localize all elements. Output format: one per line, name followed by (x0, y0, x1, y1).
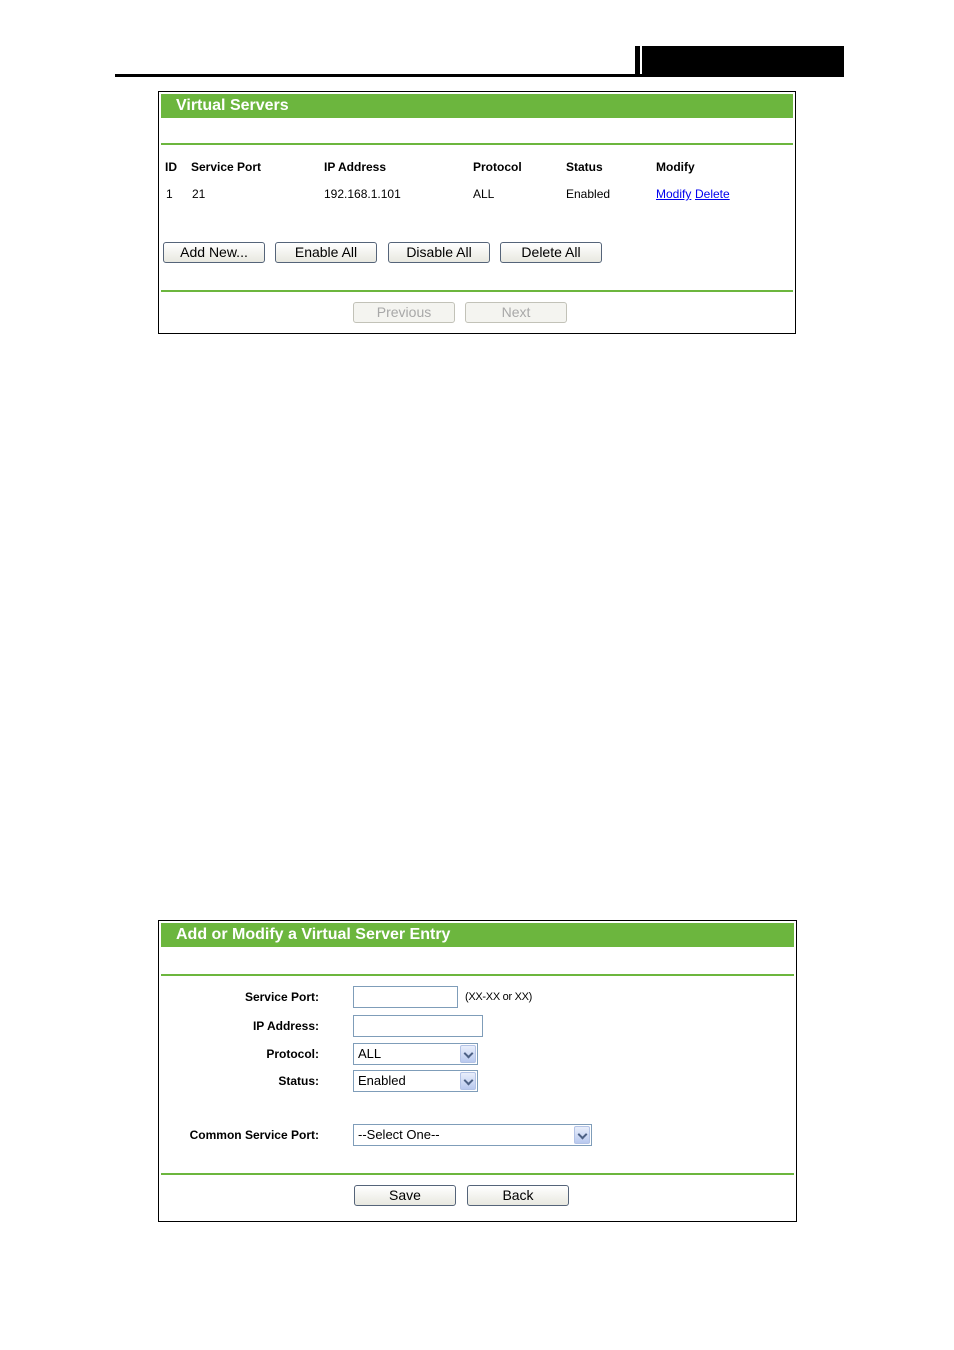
previous-button[interactable]: Previous (353, 302, 455, 323)
column-header-modify: Modify (656, 160, 695, 174)
common-service-port-selected-value: --Select One-- (358, 1127, 440, 1142)
column-header-ip-address: IP Address (324, 160, 387, 174)
common-service-port-label: Common Service Port: (189, 1128, 319, 1142)
row-protocol: ALL (473, 187, 495, 201)
protocol-selected-value: ALL (358, 1046, 382, 1061)
ip-address-input[interactable] (353, 1015, 483, 1037)
entry-form-panel (158, 920, 797, 1222)
divider (161, 1173, 794, 1175)
panel-title: Add or Modify a Virtual Server Entry (161, 923, 794, 947)
protocol-select[interactable] (353, 1043, 478, 1065)
chevron-down-icon[interactable] (574, 1126, 590, 1144)
document-header-rule (115, 74, 844, 77)
row-status: Enabled (566, 187, 611, 201)
column-header-status: Status (566, 160, 603, 174)
modify-link[interactable]: Modify (656, 187, 692, 201)
service-port-hint: (XX-XX or XX) (465, 991, 533, 1003)
ip-address-label: IP Address: (252, 1019, 319, 1033)
save-button[interactable]: Save (354, 1185, 456, 1206)
delete-all-button[interactable]: Delete All (500, 242, 602, 263)
add-new-button[interactable]: Add New... (163, 242, 265, 263)
row-id: 1 (166, 187, 173, 201)
virtual-servers-panel (158, 91, 796, 334)
divider (161, 974, 794, 976)
divider (161, 290, 793, 292)
chevron-down-icon[interactable] (460, 1072, 476, 1090)
panel-title: Virtual Servers (161, 94, 793, 118)
row-service-port: 21 (192, 187, 206, 201)
status-label: Status: (278, 1074, 319, 1088)
next-button[interactable]: Next (465, 302, 567, 323)
back-button[interactable]: Back (467, 1185, 569, 1206)
row-ip-address: 192.168.1.101 (324, 187, 401, 201)
status-select[interactable] (353, 1070, 478, 1092)
divider (161, 143, 793, 145)
disable-all-button[interactable]: Disable All (388, 242, 490, 263)
column-header-id: ID (165, 160, 177, 174)
column-header-protocol: Protocol (473, 160, 522, 174)
document-header-tab (635, 46, 844, 77)
common-service-port-select[interactable] (353, 1124, 592, 1146)
column-header-service-port: Service Port (191, 160, 262, 174)
delete-link[interactable]: Delete (695, 187, 730, 201)
service-port-label: Service Port: (244, 990, 319, 1004)
status-selected-value: Enabled (358, 1073, 406, 1088)
service-port-input[interactable] (353, 986, 458, 1008)
chevron-down-icon[interactable] (460, 1045, 476, 1063)
protocol-label: Protocol: (266, 1047, 319, 1061)
enable-all-button[interactable]: Enable All (275, 242, 377, 263)
